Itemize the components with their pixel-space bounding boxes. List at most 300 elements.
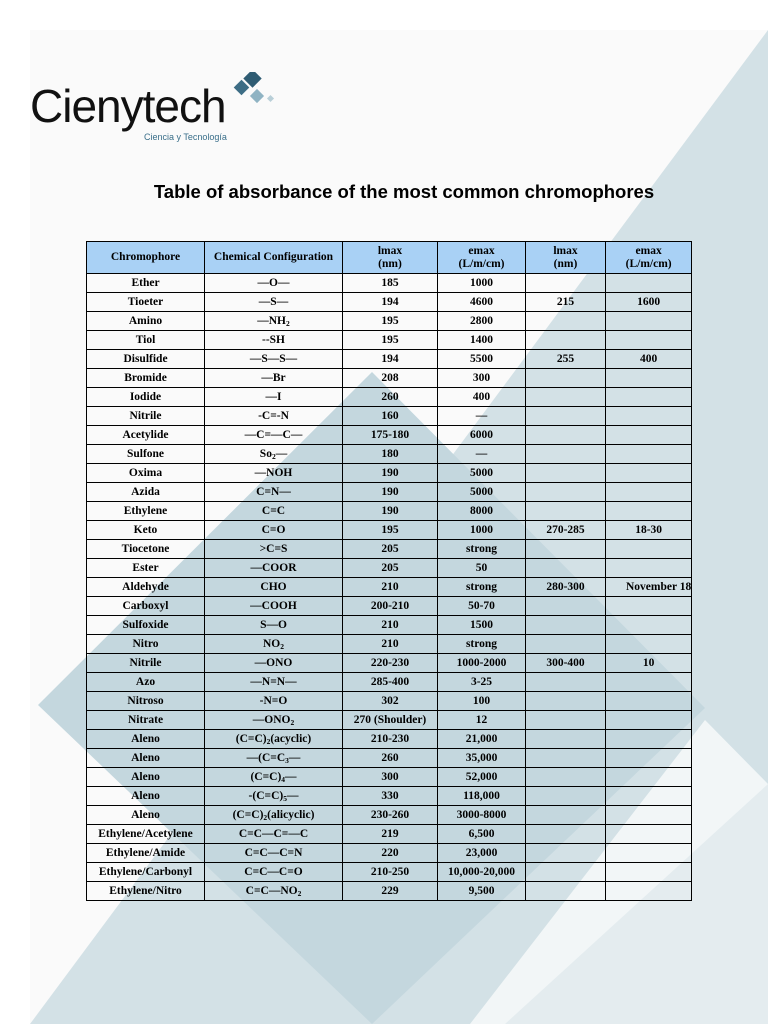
chemical-configuration (205, 388, 343, 407)
table-row (87, 483, 692, 502)
formula-base: —NH (257, 314, 286, 327)
lmax-secondary (526, 331, 606, 350)
emax-secondary (606, 426, 692, 445)
lmax-secondary (526, 844, 606, 863)
chemical-configuration (205, 578, 343, 597)
column-header-line1: lmax (553, 244, 578, 257)
emax-secondary (606, 825, 692, 844)
emax-primary: 300 (438, 369, 526, 388)
emax-secondary (606, 711, 692, 730)
emax-secondary: 1600 (606, 293, 692, 312)
chromophore-name: Iodide (87, 388, 205, 407)
table-row (87, 426, 692, 445)
lmax-secondary (526, 597, 606, 616)
chromophore-name: Nitro (87, 635, 205, 654)
chemical-configuration (205, 293, 343, 312)
formula-subscript: 2 (263, 812, 268, 822)
emax-primary: 5000 (438, 464, 526, 483)
emax-secondary (606, 635, 692, 654)
lmax-secondary (526, 445, 606, 464)
formula-base: —S—S— (249, 352, 298, 365)
table-row (87, 730, 692, 749)
chemical-configuration (205, 445, 343, 464)
chromophore-name: Disulfide (87, 350, 205, 369)
lmax-primary: 270 (Shoulder) (343, 711, 438, 730)
chemical-configuration (205, 350, 343, 369)
table-row (87, 825, 692, 844)
chromophore-name: Sulfoxide (87, 616, 205, 635)
column-header (205, 242, 343, 274)
lmax-secondary (526, 274, 606, 293)
chromophore-name: Oxima (87, 464, 205, 483)
emax-primary: — (438, 445, 526, 464)
chromophore-name: Ester (87, 559, 205, 578)
column-header (438, 242, 526, 274)
formula-base: —(C=C (246, 751, 286, 764)
formula-tail: — (285, 770, 297, 783)
lmax-secondary (526, 749, 606, 768)
formula-base: —ONO (254, 656, 293, 669)
chromophore-name: Bromide (87, 369, 205, 388)
chromophore-name: Aleno (87, 806, 205, 825)
emax-secondary (606, 559, 692, 578)
formula-base: —I (265, 390, 282, 403)
table-row (87, 787, 692, 806)
lmax-secondary (526, 616, 606, 635)
chromophore-name: Nitroso (87, 692, 205, 711)
lmax-secondary (526, 369, 606, 388)
lmax-secondary (526, 882, 606, 901)
chemical-configuration (205, 274, 343, 293)
lmax-secondary: 300-400 (526, 654, 606, 673)
emax-secondary (606, 464, 692, 483)
chromophore-name: Aleno (87, 749, 205, 768)
formula-tail: — (286, 789, 299, 802)
formula-base: -N=O (259, 694, 288, 707)
table-row (87, 559, 692, 578)
emax-secondary (606, 768, 692, 787)
formula-base: (C=C) (250, 770, 282, 783)
emax-primary: 50 (438, 559, 526, 578)
emax-primary: 50-70 (438, 597, 526, 616)
lmax-secondary (526, 825, 606, 844)
emax-primary: 9,500 (438, 882, 526, 901)
formula-subscript: 5 (283, 793, 287, 803)
emax-primary: 1000 (438, 521, 526, 540)
lmax-secondary (526, 787, 606, 806)
lmax-primary: 180 (343, 445, 438, 464)
emax-secondary (606, 863, 692, 882)
chromophore-name: Nitrate (87, 711, 205, 730)
emax-secondary (606, 787, 692, 806)
chemical-configuration (205, 806, 343, 825)
lmax-secondary (526, 863, 606, 882)
table-row (87, 369, 692, 388)
emax-secondary (606, 407, 692, 426)
emax-secondary (606, 540, 692, 559)
lmax-secondary (526, 407, 606, 426)
lmax-secondary (526, 692, 606, 711)
emax-secondary (606, 692, 692, 711)
emax-primary: 2800 (438, 312, 526, 331)
formula-base: S—O (260, 618, 287, 631)
emax-secondary (606, 882, 692, 901)
lmax-primary: 205 (343, 559, 438, 578)
emax-primary: 5000 (438, 483, 526, 502)
emax-secondary (606, 673, 692, 692)
chromophore-name: Azida (87, 483, 205, 502)
chemical-configuration (205, 597, 343, 616)
column-header-line1: Chemical Configuration (213, 251, 334, 263)
table-row (87, 445, 692, 464)
chemical-configuration (205, 673, 343, 692)
formula-subscript: 2 (286, 318, 290, 328)
formula-base: >C=S (259, 542, 288, 555)
page-title: Table of absorbance of the most common chromophores (153, 181, 655, 202)
chromophore-name: Tiocetone (87, 540, 205, 559)
column-header-line1: Chromophore (110, 251, 181, 263)
formula-subscript: 2 (266, 736, 271, 746)
formula-base: NO (263, 637, 281, 650)
emax-primary: 1000 (438, 274, 526, 293)
lmax-primary: 194 (343, 350, 438, 369)
column-header-unit: (L/m/cm) (625, 257, 672, 270)
formula-base: C=O (261, 523, 286, 536)
lmax-primary: 175-180 (343, 426, 438, 445)
table-row (87, 521, 692, 540)
chromophore-name: Ethylene/Carbonyl (87, 863, 205, 882)
table-row (87, 635, 692, 654)
formula-base: C=C—C=—C (238, 827, 309, 840)
emax-secondary (606, 502, 692, 521)
emax-primary: 8000 (438, 502, 526, 521)
chromophore-name: Nitrile (87, 407, 205, 426)
emax-secondary (606, 388, 692, 407)
lmax-primary: 210 (343, 616, 438, 635)
formula-base: —O— (257, 276, 290, 289)
table-row (87, 350, 692, 369)
chromophore-name: Ethylene/Amide (87, 844, 205, 863)
lmax-primary: 194 (343, 293, 438, 312)
lmax-primary: 205 (343, 540, 438, 559)
lmax-secondary (526, 711, 606, 730)
formula-base: —COOR (250, 561, 297, 574)
formula-base: (C=C) (235, 732, 267, 745)
formula-base: CHO (260, 580, 287, 593)
column-header-unit: (nm) (553, 257, 578, 270)
column-header-unit: (nm) (378, 257, 402, 270)
lmax-secondary (526, 673, 606, 692)
chromophore-name: Acetylide (87, 426, 205, 445)
emax-primary: 35,000 (438, 749, 526, 768)
lmax-primary: 210-250 (343, 863, 438, 882)
column-header-line1: lmax (377, 244, 403, 257)
lmax-primary: 185 (343, 274, 438, 293)
formula-base: --SH (262, 333, 285, 346)
chemical-configuration (205, 369, 343, 388)
formula-base: —NOH (254, 466, 293, 479)
chromophore-name: Tioeter (87, 293, 205, 312)
emax-secondary (606, 597, 692, 616)
lmax-primary: 220-230 (343, 654, 438, 673)
column-header (343, 242, 438, 274)
emax-secondary (606, 806, 692, 825)
chromophore-name: Nitrile (87, 654, 205, 673)
formula-subscript: 2 (271, 451, 276, 461)
lmax-primary: 190 (343, 483, 438, 502)
table-row (87, 749, 692, 768)
table-row (87, 673, 692, 692)
emax-secondary (606, 616, 692, 635)
formula-base: -(C=C) (248, 789, 284, 802)
chemical-configuration (205, 464, 343, 483)
formula-subscript: 2 (280, 641, 284, 651)
lmax-primary: 285-400 (343, 673, 438, 692)
emax-secondary: November 18 (606, 578, 692, 597)
emax-primary: 12 (438, 711, 526, 730)
chemical-configuration (205, 312, 343, 331)
lmax-secondary (526, 312, 606, 331)
chemical-configuration (205, 768, 343, 787)
table-row (87, 407, 692, 426)
chromophore-name: Carboxyl (87, 597, 205, 616)
table-row (87, 502, 692, 521)
lmax-primary: 208 (343, 369, 438, 388)
lmax-secondary: 255 (526, 350, 606, 369)
chemical-configuration (205, 616, 343, 635)
column-header-unit: (L/m/cm) (458, 257, 505, 270)
table-row (87, 312, 692, 331)
formula-base: —N=N— (250, 675, 297, 688)
table-row (87, 388, 692, 407)
emax-secondary (606, 445, 692, 464)
brand-tagline: Ciencia y Tecnología (144, 132, 227, 142)
table-row (87, 597, 692, 616)
chemical-configuration (205, 502, 343, 521)
chromophore-name: Aleno (87, 787, 205, 806)
table-row (87, 274, 692, 293)
lmax-primary: 195 (343, 331, 438, 350)
column-header (87, 242, 205, 274)
emax-primary: 3000-8000 (438, 806, 526, 825)
lmax-primary: 190 (343, 502, 438, 521)
lmax-primary: 195 (343, 312, 438, 331)
table-row (87, 692, 692, 711)
table-row (87, 331, 692, 350)
column-header-line1: emax (468, 244, 495, 257)
emax-secondary: 400 (606, 350, 692, 369)
table-row (87, 464, 692, 483)
emax-primary: 1500 (438, 616, 526, 635)
formula-tail: — (288, 751, 301, 764)
emax-primary: 3-25 (438, 673, 526, 692)
chemical-configuration (205, 559, 343, 578)
formula-tail: (acyclic) (270, 732, 312, 745)
lmax-primary: 302 (343, 692, 438, 711)
table-row (87, 863, 692, 882)
lmax-primary: 220 (343, 844, 438, 863)
chromophore-name: Aleno (87, 768, 205, 787)
chemical-configuration (205, 730, 343, 749)
lmax-secondary (526, 768, 606, 787)
lmax-secondary (526, 464, 606, 483)
brand-name: Cienytech (30, 80, 226, 132)
table-header-row (87, 242, 692, 274)
formula-base: C=C—C=N (244, 846, 303, 859)
emax-secondary (606, 369, 692, 388)
emax-secondary: 10 (606, 654, 692, 673)
formula-subscript: 2 (290, 717, 295, 727)
lmax-primary: 300 (343, 768, 438, 787)
formula-tail: — (275, 447, 288, 460)
emax-secondary (606, 749, 692, 768)
table-row (87, 578, 692, 597)
chemical-configuration (205, 331, 343, 350)
lmax-primary: 200-210 (343, 597, 438, 616)
emax-primary: 23,000 (438, 844, 526, 863)
formula-base: C=C (261, 504, 286, 517)
chemical-configuration (205, 483, 343, 502)
lmax-secondary (526, 559, 606, 578)
column-header-line1: emax (635, 244, 662, 257)
chemical-configuration (205, 521, 343, 540)
chemical-configuration (205, 407, 343, 426)
emax-secondary (606, 312, 692, 331)
table-row (87, 293, 692, 312)
table-row (87, 711, 692, 730)
formula-base: C=N— (256, 485, 291, 498)
lmax-primary: 190 (343, 464, 438, 483)
lmax-secondary (526, 635, 606, 654)
lmax-secondary (526, 730, 606, 749)
formula-base: (C=C) (232, 808, 264, 821)
formula-subscript: 3 (285, 755, 289, 765)
chromophore-name: Aleno (87, 730, 205, 749)
table-row (87, 768, 692, 787)
emax-primary: 6000 (438, 426, 526, 445)
table-body (87, 274, 692, 901)
emax-primary: strong (438, 578, 526, 597)
lmax-primary: 260 (343, 749, 438, 768)
emax-primary: 1400 (438, 331, 526, 350)
chemical-configuration (205, 540, 343, 559)
chemical-configuration (205, 844, 343, 863)
lmax-secondary (526, 806, 606, 825)
emax-secondary (606, 483, 692, 502)
lmax-primary: 219 (343, 825, 438, 844)
formula-base: -C=-N (258, 409, 289, 422)
chromophore-name: Tiol (87, 331, 205, 350)
lmax-primary: 195 (343, 521, 438, 540)
emax-primary: strong (438, 540, 526, 559)
emax-primary: 100 (438, 692, 526, 711)
chromophore-name: Azo (87, 673, 205, 692)
chromophore-name: Ether (87, 274, 205, 293)
chromophore-name: Ethylene/Acetylene (87, 825, 205, 844)
chemical-configuration (205, 882, 343, 901)
emax-primary: 4600 (438, 293, 526, 312)
chromophore-name: Ethylene/Nitro (87, 882, 205, 901)
chemical-configuration (205, 749, 343, 768)
lmax-primary: 210 (343, 578, 438, 597)
chromophore-table (86, 241, 692, 901)
emax-primary: 21,000 (438, 730, 526, 749)
emax-secondary (606, 331, 692, 350)
formula-base: —C=—C— (244, 428, 303, 441)
chemical-configuration (205, 635, 343, 654)
lmax-primary: 330 (343, 787, 438, 806)
chromophore-name: Aldehyde (87, 578, 205, 597)
chemical-configuration (205, 654, 343, 673)
diamond-logo-icon (226, 72, 278, 112)
table-row (87, 616, 692, 635)
emax-primary: 400 (438, 388, 526, 407)
emax-primary: 6,500 (438, 825, 526, 844)
chromophore-name: Ethylene (87, 502, 205, 521)
emax-primary: 52,000 (438, 768, 526, 787)
chemical-configuration (205, 787, 343, 806)
chromophore-name: Amino (87, 312, 205, 331)
formula-subscript: 4 (281, 774, 286, 784)
table-row (87, 844, 692, 863)
emax-secondary (606, 844, 692, 863)
formula-base: —ONO (252, 713, 291, 726)
column-header (526, 242, 606, 274)
table-row (87, 882, 692, 901)
emax-primary: 5500 (438, 350, 526, 369)
lmax-primary: 260 (343, 388, 438, 407)
emax-secondary: 18-30 (606, 521, 692, 540)
formula-base: —S— (258, 295, 289, 308)
table-row (87, 540, 692, 559)
lmax-secondary: 215 (526, 293, 606, 312)
table-row (87, 654, 692, 673)
formula-base: C=C—NO (245, 884, 298, 897)
lmax-primary: 210 (343, 635, 438, 654)
emax-secondary (606, 274, 692, 293)
emax-primary: 10,000-20,000 (438, 863, 526, 882)
column-header (606, 242, 692, 274)
lmax-primary: 160 (343, 407, 438, 426)
lmax-secondary (526, 483, 606, 502)
lmax-secondary: 280-300 (526, 578, 606, 597)
formula-base: C=C—C=O (244, 865, 303, 878)
lmax-primary: 210-230 (343, 730, 438, 749)
lmax-secondary (526, 502, 606, 521)
formula-base: —Br (261, 371, 286, 384)
emax-primary: — (438, 407, 526, 426)
emax-secondary (606, 730, 692, 749)
lmax-primary: 230-260 (343, 806, 438, 825)
lmax-primary: 229 (343, 882, 438, 901)
chemical-configuration (205, 825, 343, 844)
formula-base: —COOH (250, 599, 297, 612)
table-row (87, 806, 692, 825)
chemical-configuration (205, 711, 343, 730)
chemical-configuration (205, 692, 343, 711)
formula-subscript: 2 (297, 888, 302, 898)
emax-primary: 118,000 (438, 787, 526, 806)
formula-tail: (alicyclic) (267, 808, 315, 821)
chromophore-name: Sulfone (87, 445, 205, 464)
chromophore-name: Keto (87, 521, 205, 540)
chemical-configuration (205, 863, 343, 882)
lmax-secondary (526, 388, 606, 407)
lmax-secondary: 270-285 (526, 521, 606, 540)
emax-primary: strong (438, 635, 526, 654)
lmax-secondary (526, 426, 606, 445)
chemical-configuration (205, 426, 343, 445)
